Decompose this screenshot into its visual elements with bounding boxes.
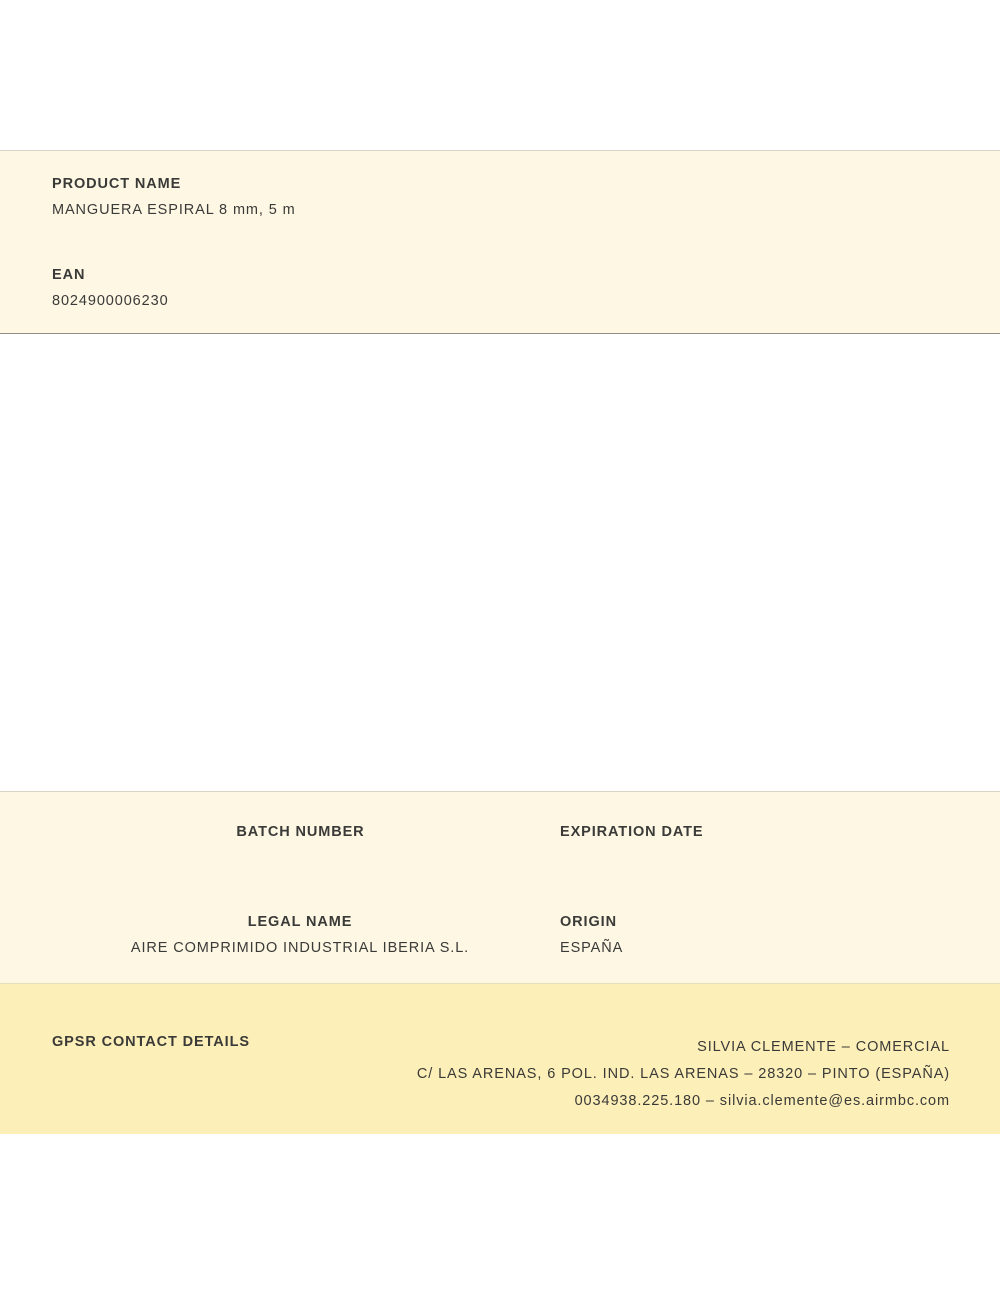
legal-name-label: LEGAL NAME: [247, 914, 353, 930]
page-footer-blank: [0, 1134, 1000, 1300]
gpsr-contact-label: GPSR CONTACT DETAILS: [52, 1034, 250, 1050]
origin-label: ORIGIN: [560, 914, 617, 930]
ean-value: 8024900006230: [52, 293, 169, 309]
expiration-date-group: [560, 824, 840, 850]
batch-number-label: BATCH NUMBER: [236, 824, 365, 840]
product-info-block: [0, 150, 1000, 334]
gpsr-contact-block: [0, 984, 1000, 1134]
product-name-label: PRODUCT NAME: [52, 176, 182, 192]
gpsr-contact-line-1: SILVIA CLEMENTE – COMERCIAL: [697, 1039, 950, 1055]
ean-label: EAN: [52, 267, 86, 283]
legal-name-value: AIRE COMPRIMIDO INDUSTRIAL IBERIA S.L.: [130, 940, 470, 956]
origin-value: ESPAÑA: [560, 940, 624, 956]
gpsr-contact-line-3: 0034938.225.180 – silvia.clemente@es.airmbc.com: [574, 1093, 950, 1109]
batch-legal-block: [0, 791, 1000, 984]
ean-group: [52, 267, 169, 309]
batch-number-group: [128, 824, 473, 850]
origin-group: [560, 914, 840, 956]
expiration-date-label: EXPIRATION DATE: [560, 824, 704, 840]
blank-content-area: [0, 334, 1000, 791]
legal-name-group: [100, 914, 500, 956]
gpsr-contact-line-2: C/ LAS ARENAS, 6 POL. IND. LAS ARENAS – 28320 – PINTO (ESPAÑA): [416, 1066, 950, 1082]
product-name-group: [52, 176, 296, 218]
product-name-value: MANGUERA ESPIRAL 8 mm, 5 m: [52, 202, 296, 218]
gpsr-contact-details: [417, 1034, 950, 1115]
